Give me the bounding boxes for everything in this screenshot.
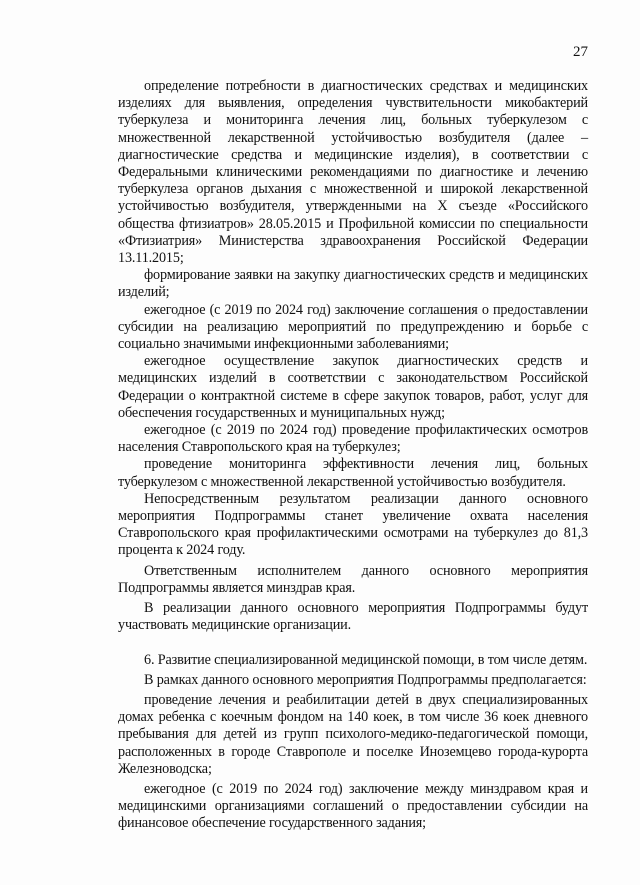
paragraph-state-task-agreement: ежегодное (с 2019 по 2024 год) заключение между минздравом края и медицинскими организациями соглашений о предоставлении субсидии на финансовое обеспечение государственного задания;: [118, 780, 588, 832]
paragraph-subsidy-agreement: ежегодное (с 2019 по 2024 год) заключение соглашения о предоставлении субсидии на реализацию мероприятий по предупреждению и борьбе с социально значимыми инфекционными заболеваниями;: [118, 301, 588, 353]
paragraph-intro-planned: В рамках данного основного мероприятия Подпрограммы предполагается:: [144, 671, 587, 688]
paragraph-responsible-executor: Ответственным исполнителем данного основного мероприятия Подпрограммы является минздрав края.: [118, 562, 588, 596]
paragraph-procurement-request: формирование заявки на закупку диагностических средств и медицинских изделий;: [118, 267, 588, 301]
paragraph-annual-procurement: ежегодное осуществление закупок диагностических средств и медицинских изделий в соответствии с законодательством Российской Федерации о контрактной системе в сфере закупок товаров, работ, услуг для обеспечения государственных и муниципальных нужд;: [118, 353, 588, 421]
paragraph-direct-result: Непосредственным результатом реализации данного основного мероприятия Подпрограммы станет увеличение охвата населения Ставропольского края профилактическими осмотрами на туберкулез до 81,3 процента к 2024 году.: [118, 490, 588, 559]
section-heading-specialized-care: 6. Развитие специализированной медицинской помощи, в том числе детям.: [144, 651, 588, 668]
paragraph-preventive-exams: ежегодное (с 2019 по 2024 год) проведение профилактических осмотров населения Ставропольского края на туберкулез;: [118, 422, 588, 456]
paragraph-need-assessment: определение потребности в диагностических средствах и медицинских изделиях для выявления, определения чувствительности микобактерий туберкулеза и мониторинга лечения лиц, больных туберкулезом с множественной лекарственной устойчивостью возбудителя (далее – диагностические средства и медицинские изделия), в соответствии с Федеральными клиническими рекомендациями по диагностике и лечению туберкулеза органов дыхания с множественной и широкой лекарственной устойчивостью возбудителя, утвержденными на X съезде «Российского общества фтизиатров» 28.05.2015 и Профильной комиссии по специальности «Фтизиатрия» Министерства здравоохранения Российской Федерации 13.11.2015;: [118, 78, 588, 267]
paragraph-child-rehabilitation: проведение лечения и реабилитации детей в двух специализированных домах ребенка с коечным фондом на 140 коек, в том числе 36 коек дневного пребывания для детей из групп психолого-медико-педагогической помощи, расположенных в городе Ставрополе и поселке Иноземцево города-курорта Железноводска;: [118, 691, 588, 777]
paragraph-participants: В реализации данного основного мероприятия Подпрограммы будут участвовать медицинские организации.: [118, 600, 588, 634]
paragraph-treatment-monitoring: проведение мониторинга эффективности лечения лиц, больных туберкулезом с множественной лекарственной устойчивостью возбудителя.: [118, 456, 588, 490]
document-body: [118, 78, 588, 833]
page-number: 27: [573, 44, 588, 60]
